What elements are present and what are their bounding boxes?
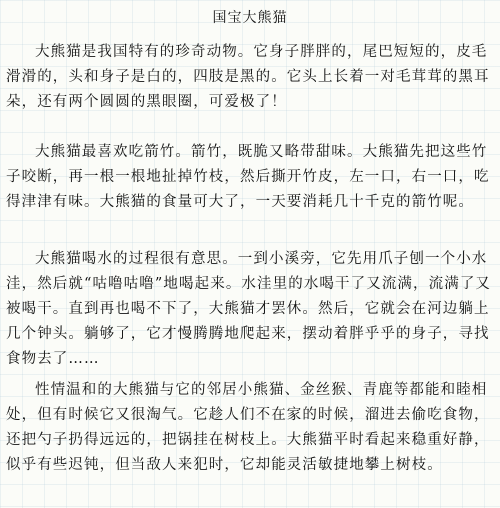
page-title: 国宝大熊猫 <box>212 10 288 26</box>
paragraph-drinking-water: 大熊猫喝水的过程很有意思。一到小溪旁，它先用爪子刨一个小水洼，然后就“咕噜咕噜”地喝起来。水洼里的水喝干了又流满，流满了又被喝干。直到再也喝不下了，大熊猫才罢休。然后，它就会在河边躺上几个钟头。躺够了，它才慢腾腾地爬起来，摆动着胖乎乎的身子，寻找食物去了…… <box>6 251 492 367</box>
paragraph-temperament: 性情温和的大熊猫与它的邻居小熊猫、金丝猴、青鹿等都能和睦相处，但有时候它又很淘气。它趁人们不在家的时候，溜进去偷吃食物，还把勺子扔得远远的，把锅挂在树枝上。大熊猫平时看起来稳重好静，似乎有些迟钝，但当敌人来犯时，它却能灵活敏捷地攀上树枝。 <box>6 382 490 473</box>
paragraph-eating-bamboo: 大熊猫最喜欢吃箭竹。箭竹，既脆又略带甜味。大熊猫先把这些竹子咬断，再一根一根地扯掉竹枝，然后撕开竹皮，左一口，右一口，吃得津津有味。大熊猫的食量可大了，一天要消耗几十千克的箭竹呢。 <box>6 144 490 210</box>
paragraph-appearance: 大熊猫是我国特有的珍奇动物。它身子胖胖的，尾巴短短的，皮毛滑滑的，头和身子是白的，四肢是黑的。它头上长着一对毛茸茸的黑耳朵，还有两个圆圆的黑眼圈，可爱极了！ <box>6 44 490 110</box>
